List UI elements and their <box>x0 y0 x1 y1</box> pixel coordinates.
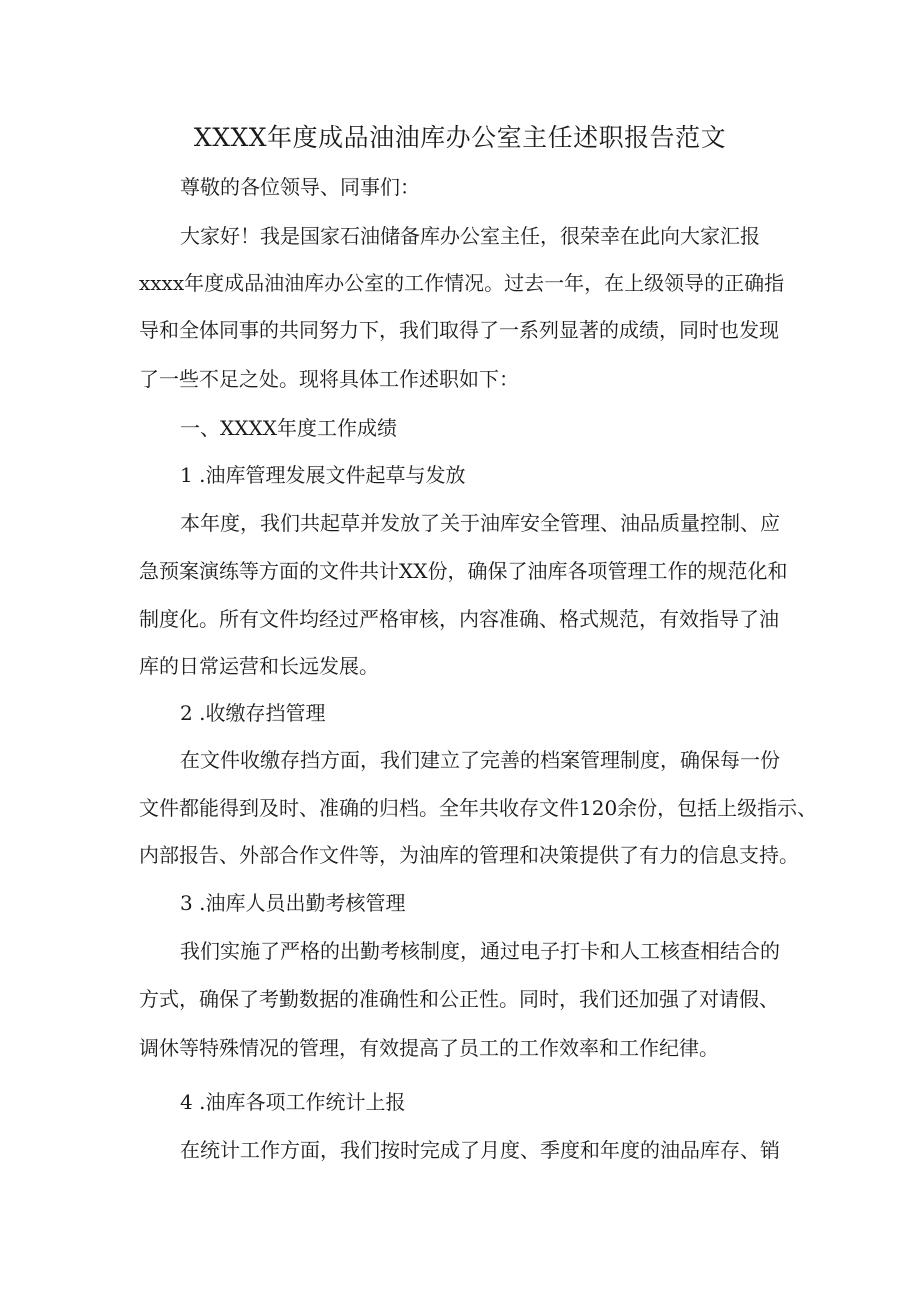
item3-line-3: 调休等特殊情况的管理，有效提高了员工的工作效率和工作纪律。 <box>139 1036 719 1060</box>
item-heading-4: 4 .油库各项工作统计上报 <box>180 1090 406 1114</box>
item2-line-1: 在文件收缴存挡方面，我们建立了完善的档案管理制度，确保每一份 <box>180 748 780 772</box>
item-heading-3: 3 .油库人员出勤考核管理 <box>180 891 406 915</box>
item1-line-4: 库的日常运营和长远发展。 <box>139 654 379 678</box>
item-heading-1: 1 .油库管理发展文件起草与发放 <box>180 463 466 487</box>
item-heading-2: 2 .收缴存挡管理 <box>180 701 326 725</box>
item1-line-2: 急预案演练等方面的文件共计XX份，确保了油库各项管理工作的规范化和 <box>139 559 788 583</box>
item4-line-1: 在统计工作方面，我们按时完成了月度、季度和年度的油品库存、销 <box>180 1138 780 1162</box>
item2-line-2: 文件都能得到及时、准确的归档。全年共收存文件120余份，包括上级指示、 <box>139 796 818 820</box>
item3-line-1: 我们实施了严格的出勤考核制度，通过电子打卡和人工核查相结合的 <box>180 939 780 963</box>
intro-line-3: 导和全体同事的共同努力下，我们取得了一系列显著的成绩，同时也发现 <box>139 318 779 342</box>
document-title: XXXX年度成品油油库办公室主任述职报告范文 <box>193 123 727 152</box>
item2-line-3: 内部报告、外部合作文件等，为油库的管理和决策提供了有力的信息支持。 <box>139 843 799 867</box>
item1-line-3: 制度化。所有文件均经过严格审核，内容准确、格式规范，有效指导了油 <box>139 607 779 631</box>
item3-line-2: 方式，确保了考勤数据的准确性和公正性。同时，我们还加强了对请假、 <box>139 987 779 1011</box>
intro-line-2: xxxx年度成品油油库办公室的工作情况。过去一年，在上级领导的正确指 <box>139 271 785 295</box>
intro-line-1: 大家好！我是国家石油储备库办公室主任，很荣幸在此向大家汇报 <box>180 224 760 248</box>
item1-line-1: 本年度，我们共起草并发放了关于油库安全管理、油品质量控制、应 <box>180 511 780 535</box>
salutation: 尊敬的各位领导、同事们： <box>180 175 420 199</box>
intro-line-4: 了一些不足之处。现将具体工作述职如下： <box>139 367 519 391</box>
section-heading-achievements: 一、XXXX年度工作成绩 <box>180 416 397 440</box>
